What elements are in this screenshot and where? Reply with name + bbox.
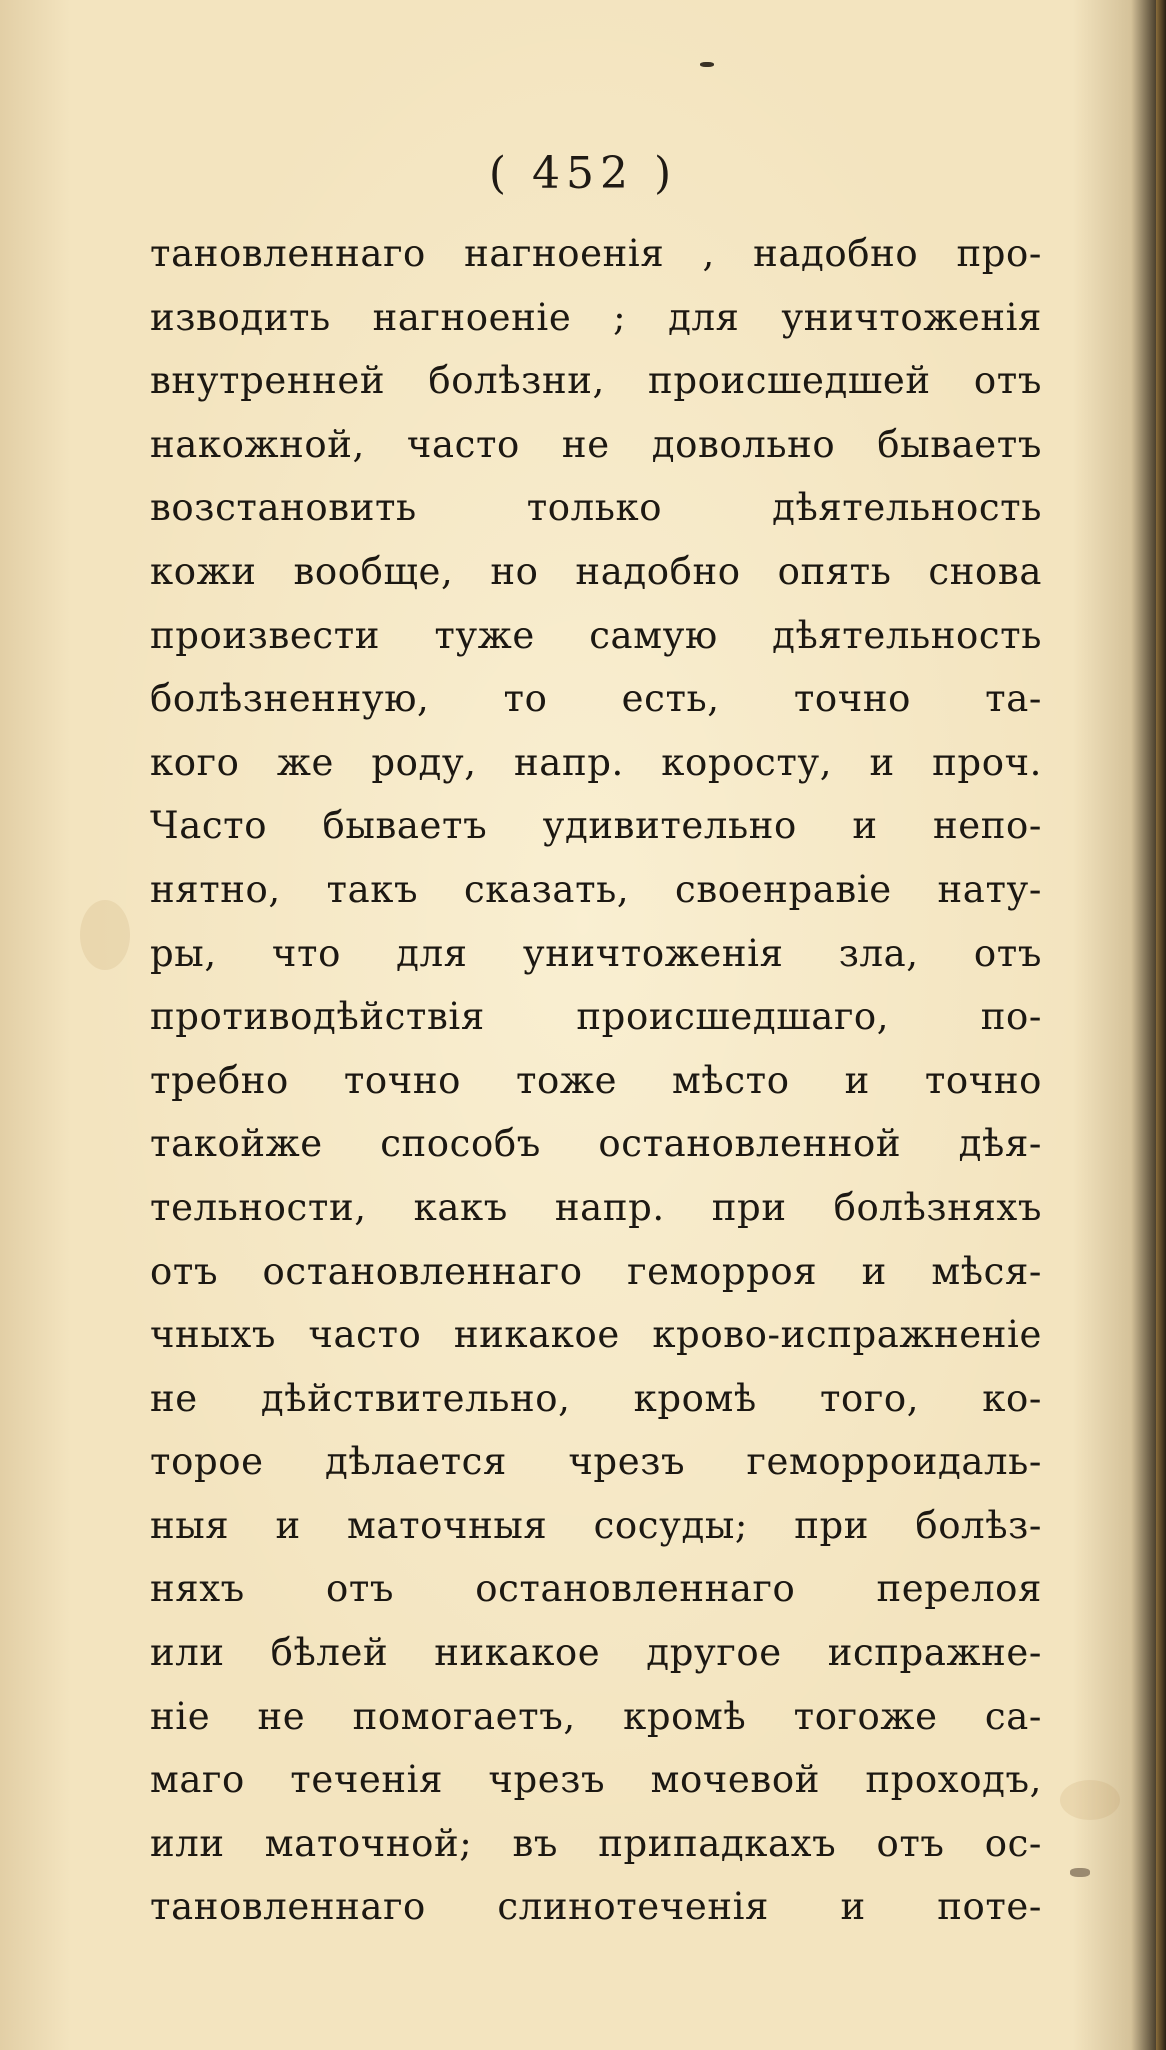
- text-line: или маточной; въ припадкахъ отъ ос-: [150, 1821, 1042, 1865]
- text-line: нятно, такъ сказать, своенравіе нату-: [150, 867, 1042, 911]
- paper-stain: [1060, 1780, 1120, 1820]
- text-line: ніе не помогаетъ, кромѣ тогоже са-: [150, 1694, 1042, 1738]
- text-line: тановленнаго нагноенія , надобно про-: [150, 232, 1042, 275]
- text-line: возстановить только дѣятельность: [150, 486, 1042, 530]
- text-line: Часто бываетъ удивительно и непо-: [150, 804, 1042, 848]
- page-number: ( 452 ): [488, 148, 678, 199]
- text-line: не дѣйствительно, кромѣ того, ко-: [150, 1376, 1042, 1420]
- text-line: внутренней болѣзни, происшедшей отъ: [150, 359, 1042, 403]
- text-line: изводить нагноеніе ; для уничтоженія: [150, 295, 1042, 339]
- text-line: кого же роду, напр. коросту, и проч.: [150, 740, 1042, 784]
- text-line: такойже способъ остановленной дѣя-: [150, 1122, 1042, 1166]
- text-line: ры, что для уничтоженія зла, отъ: [150, 931, 1042, 975]
- ink-speck: [1070, 1868, 1090, 1877]
- text-line: болѣзненную, то есть, точно та-: [150, 677, 1042, 721]
- text-line: тановленнаго слинотеченія и поте-: [150, 1885, 1042, 1929]
- text-line: чныхъ часто никакое крово-испражненіе: [150, 1313, 1042, 1357]
- text-line: противодѣйствія происшедшаго, по-: [150, 995, 1042, 1039]
- text-line: отъ остановленнаго геморроя и мѣся-: [150, 1249, 1042, 1293]
- paper-stain: [80, 900, 130, 970]
- text-line: или бѣлей никакое другое испражне-: [150, 1631, 1042, 1675]
- text-line: ныя и маточныя сосуды; при болѣз-: [150, 1503, 1042, 1547]
- text-line: произвести туже самую дѣятельность: [150, 613, 1042, 657]
- text-line: требно точно тоже мѣсто и точно: [150, 1058, 1042, 1102]
- text-line: торое дѣлается чрезъ геморроидаль-: [150, 1440, 1042, 1484]
- ink-speck: [700, 62, 714, 67]
- text-line: маго теченія чрезъ мочевой проходъ,: [150, 1758, 1042, 1802]
- text-line: кожи вообще, но надобно опять снова: [150, 549, 1042, 593]
- text-line: няхъ отъ остановленнаго перелоя: [150, 1567, 1042, 1611]
- page-spine-edge: [1156, 0, 1166, 2050]
- text-line: тельности, какъ напр. при болѣзняхъ: [150, 1185, 1042, 1229]
- body-text: [150, 222, 1042, 1939]
- text-line: накожной, часто не довольно бываетъ: [150, 422, 1042, 466]
